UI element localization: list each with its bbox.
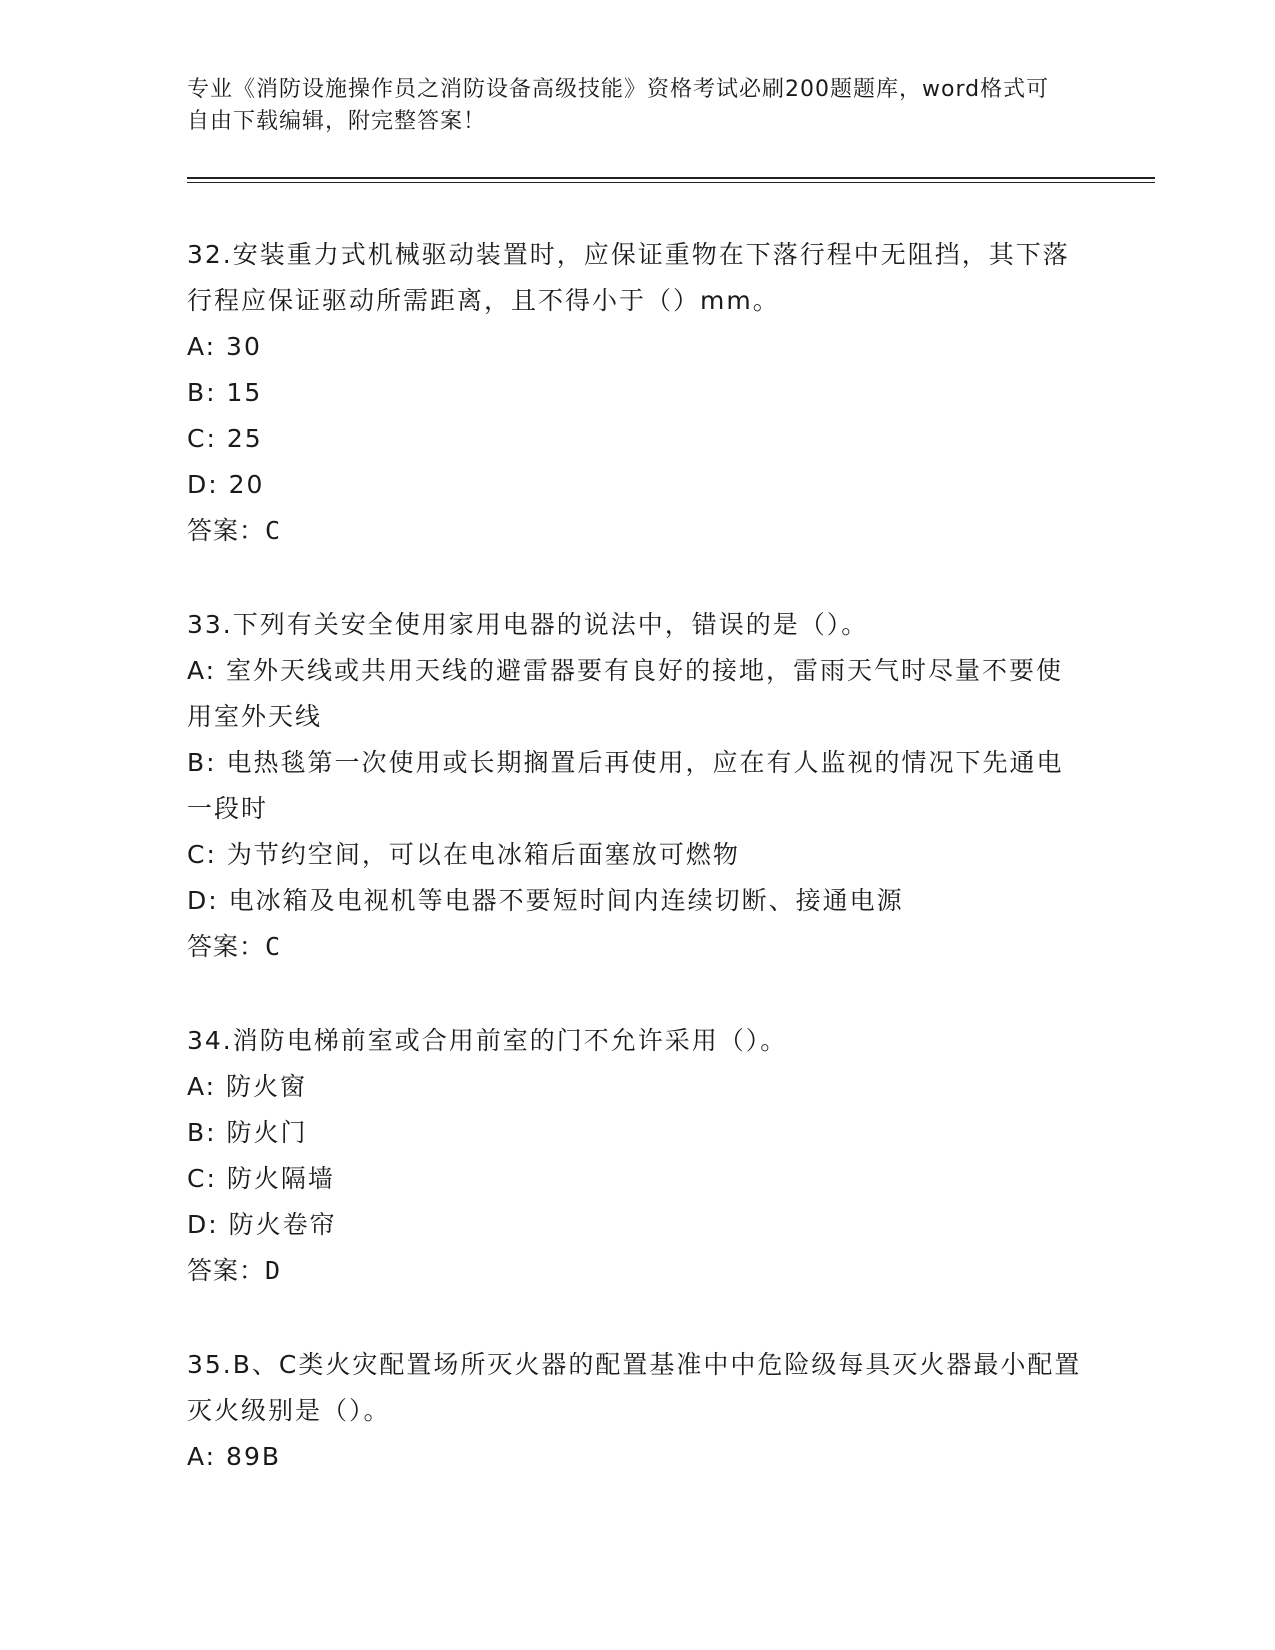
answer-value: C — [265, 932, 282, 961]
option-c: C: 25 — [187, 424, 263, 453]
option-d: D: 20 — [187, 470, 265, 499]
question-34 — [187, 1018, 1087, 1294]
option-d: D: 防火卷帘 — [187, 1210, 337, 1239]
question-stem: 33.下列有关安全使用家用电器的说法中，错误的是（）。 — [187, 610, 869, 639]
document-header: 专业《消防设施操作员之消防设备高级技能》资格考试必刷200题题库，word格式可自由下载编辑，附完整答案！ — [187, 77, 1050, 134]
answer-value: C — [265, 516, 282, 545]
option-a: A: 室外天线或共用天线的避雷器要有良好的接地，雷雨天气时尽量不要使用室外天线 — [187, 656, 1064, 731]
answer-line — [187, 508, 1087, 554]
option-a: A: 防火窗 — [187, 1072, 308, 1101]
answer-label: 答案： — [187, 516, 266, 545]
option-b: B: 电热毯第一次使用或长期搁置后再使用，应在有人监视的情况下先通电一段时 — [187, 748, 1064, 823]
option-a: A: 89B — [187, 1442, 281, 1471]
question-stem: 34.消防电梯前室或合用前室的门不允许采用（）。 — [187, 1026, 788, 1055]
header-divider — [187, 177, 1155, 183]
option-c: C: 防火隔墙 — [187, 1164, 335, 1193]
answer-line — [187, 924, 1087, 970]
question-32 — [187, 232, 1087, 554]
option-c: C: 为节约空间，可以在电冰箱后面塞放可燃物 — [187, 840, 740, 869]
answer-value: D — [265, 1256, 282, 1285]
answer-label: 答案： — [187, 1256, 266, 1285]
question-stem: 32.安装重力式机械驱动装置时，应保证重物在下落行程中无阻挡，其下落行程应保证驱动所需距离，且不得小于（）mm。 — [187, 240, 1070, 315]
question-33 — [187, 602, 1087, 970]
question-list — [187, 232, 1087, 1528]
answer-label: 答案： — [187, 932, 266, 961]
option-a: A: 30 — [187, 332, 262, 361]
answer-line — [187, 1248, 1087, 1294]
option-b: B: 15 — [187, 378, 263, 407]
question-stem: 35.B、C类火灾配置场所灭火器的配置基准中中危险级每具灭火器最小配置灭火级别是（）。 — [187, 1350, 1082, 1425]
option-d: D: 电冰箱及电视机等电器不要短时间内连续切断、接通电源 — [187, 886, 904, 915]
option-b: B: 防火门 — [187, 1118, 308, 1147]
question-35 — [187, 1342, 1087, 1480]
